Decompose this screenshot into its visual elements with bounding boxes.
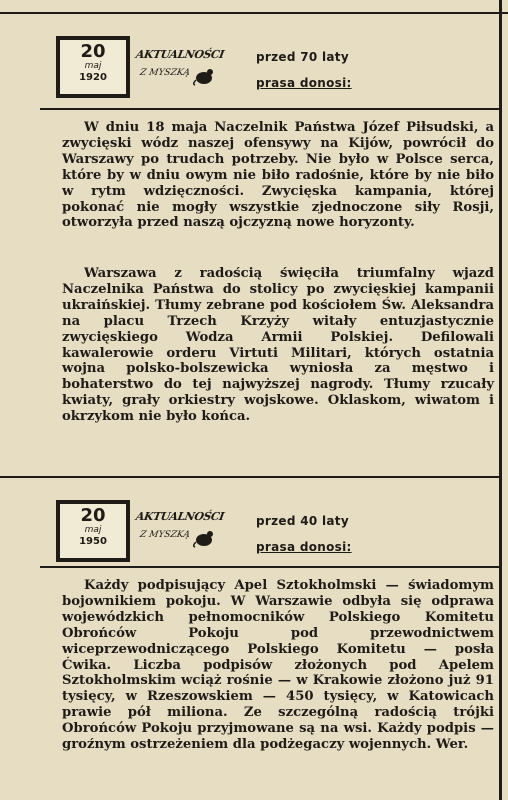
date-day: 20: [80, 505, 106, 526]
logo-title: AKTUALNOŚCI: [134, 510, 225, 523]
right-border: [499, 0, 502, 800]
heading-block: [256, 50, 352, 90]
heading-years-ago: przed 70 laty: [256, 50, 349, 64]
logo-subtitle: Z MYSZKĄ: [139, 530, 191, 540]
heading-years-ago: przed 40 laty: [256, 514, 349, 528]
logo-subtitle: Z MYSZKĄ: [139, 68, 191, 78]
column-logo: [134, 48, 225, 94]
mouse-icon: [192, 66, 216, 86]
section-divider: [40, 108, 502, 110]
date-year: 1950: [79, 536, 107, 548]
section-divider: [40, 566, 502, 568]
article-paragraph: W dniu 18 maja Naczelnik Państwa Józef Piłsudski, a zwycięski wódz naszej ofensywy na Kijów, powrócił do Warszawy po trudach potrzeby. Nie było w Polsce serca, które by w dniu owym nie biło radośnie, które by nie biło w rytm wdzięczności. Zwycięska kampania, której pokonać nie mogły wszystkie zjednoczone siły Rosji, otworzyła przed naszą ojczyzną nowe horyzonty.: [62, 120, 494, 231]
date-box: [56, 500, 130, 562]
date-day: 20: [80, 41, 106, 62]
date-year: 1920: [79, 72, 107, 84]
section-separator: [0, 476, 502, 478]
date-month: maj: [84, 60, 102, 71]
logo-title: AKTUALNOŚCI: [134, 48, 225, 61]
mouse-icon: [192, 528, 216, 548]
date-month: maj: [84, 524, 102, 535]
heading-block: [256, 514, 352, 554]
column-logo: [134, 510, 225, 556]
article-paragraph: Każdy podpisujący Apel Sztokholmski — świadomym bojownikiem pokoju. W Warszawie odbyła się odprawa wojewódzkich pełnomocników Polskiego Komitetu Obrońców Pokoju pod przewodnictwem wiceprzewodniczącego Polskiego Komitetu — posła Ćwika. Liczba podpisów złożonych pod Apelem Sztokholmskim wciąż rośnie — w Krakowie złożono już 91 tysięcy, w Rzeszowskiem — 450 tysięcy, w Katowicach prawie pół miliona. Ze szczególną radością trójki Obrońców Pokoju przyjmowane są na wsi. Każdy podpis — groźnym ostrzeżeniem dla podżegaczy wojennych. Wer.: [62, 578, 494, 753]
article-paragraph: Warszawa z radością święciła triumfalny wjazd Naczelnika Państwa do stolicy po zwycięskiej kampanii ukraińskiej. Tłumy zebrane pod kościołem Św. Aleksandra na placu Trzech Krzyży witały entuzjastycznie zwycięskiego Wodza Armii Polskiej. Defilowali kawalerowie orderu Virtuti Militari, których ostatnia wojna polsko-bolszewicka wyniosła za męstwo i bohaterstwo do tej najwyższej nagrody. Tłumy rzucały kwiaty, grały orkiestry wojskowe. Oklaskom, wiwatom i okrzykom nie było końca.: [62, 266, 494, 425]
heading-press: prasa donosi:: [256, 76, 352, 90]
heading-press: prasa donosi:: [256, 540, 352, 554]
date-box: [56, 36, 130, 98]
top-border: [0, 0, 508, 14]
